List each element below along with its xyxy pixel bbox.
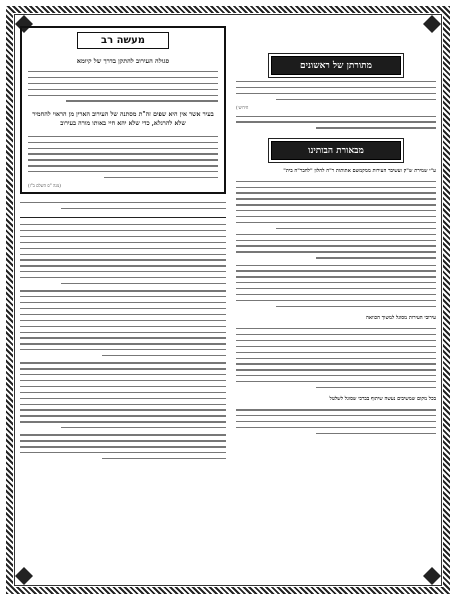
body-text-block	[236, 116, 436, 129]
body-text-block	[28, 136, 218, 179]
body-text-block	[236, 328, 436, 388]
body-text-block	[236, 409, 436, 434]
box-title: מעשה רב	[77, 32, 169, 49]
box-heading: סגולה העירוב להתקן בדרך של קיומא	[76, 57, 170, 65]
maase-rav-box	[20, 26, 226, 194]
body-text-block	[236, 181, 436, 259]
body-text-block	[28, 71, 218, 102]
box-quote: בעיר אשר אין היא שפים זה"ת מסתנה של העירוב הארין מן הראוי להחמיר שלא להרגלא, כדי שלא יהא חיי באותו מורה בעירוב	[32, 110, 214, 127]
section-banner-rabboteinu: מבאורת הבותינו	[271, 141, 401, 160]
body-text-block	[20, 224, 226, 284]
body-text-block	[20, 290, 226, 356]
page	[20, 22, 436, 578]
source-citation: (חידושי	[236, 104, 249, 110]
intro-heading: ע"י שמירת ש"ק ועשיבר העירות ממקמשם אתותות ר"ה להלון "לחבר"ה בית"	[283, 167, 436, 174]
divider	[20, 217, 226, 218]
body-text-block	[20, 362, 226, 428]
section-banner-rishonim: מתורתן של ראשונים	[271, 56, 401, 75]
subheading-eiruv: עירובי העירות מסוגל למשוך הכוואה	[366, 315, 436, 322]
subheading-blessing: בכל מקום שמשיבים נעשה שיתוף בברכי שסוגל לשלטל	[329, 396, 436, 403]
body-text-block	[236, 265, 436, 308]
body-text-block	[20, 202, 226, 209]
left-column	[20, 22, 226, 578]
right-column	[236, 22, 436, 578]
body-text-block	[20, 434, 226, 459]
box-footnote: (מנה "ס השלם ב"ז)	[28, 182, 61, 188]
body-text-block	[236, 81, 436, 100]
